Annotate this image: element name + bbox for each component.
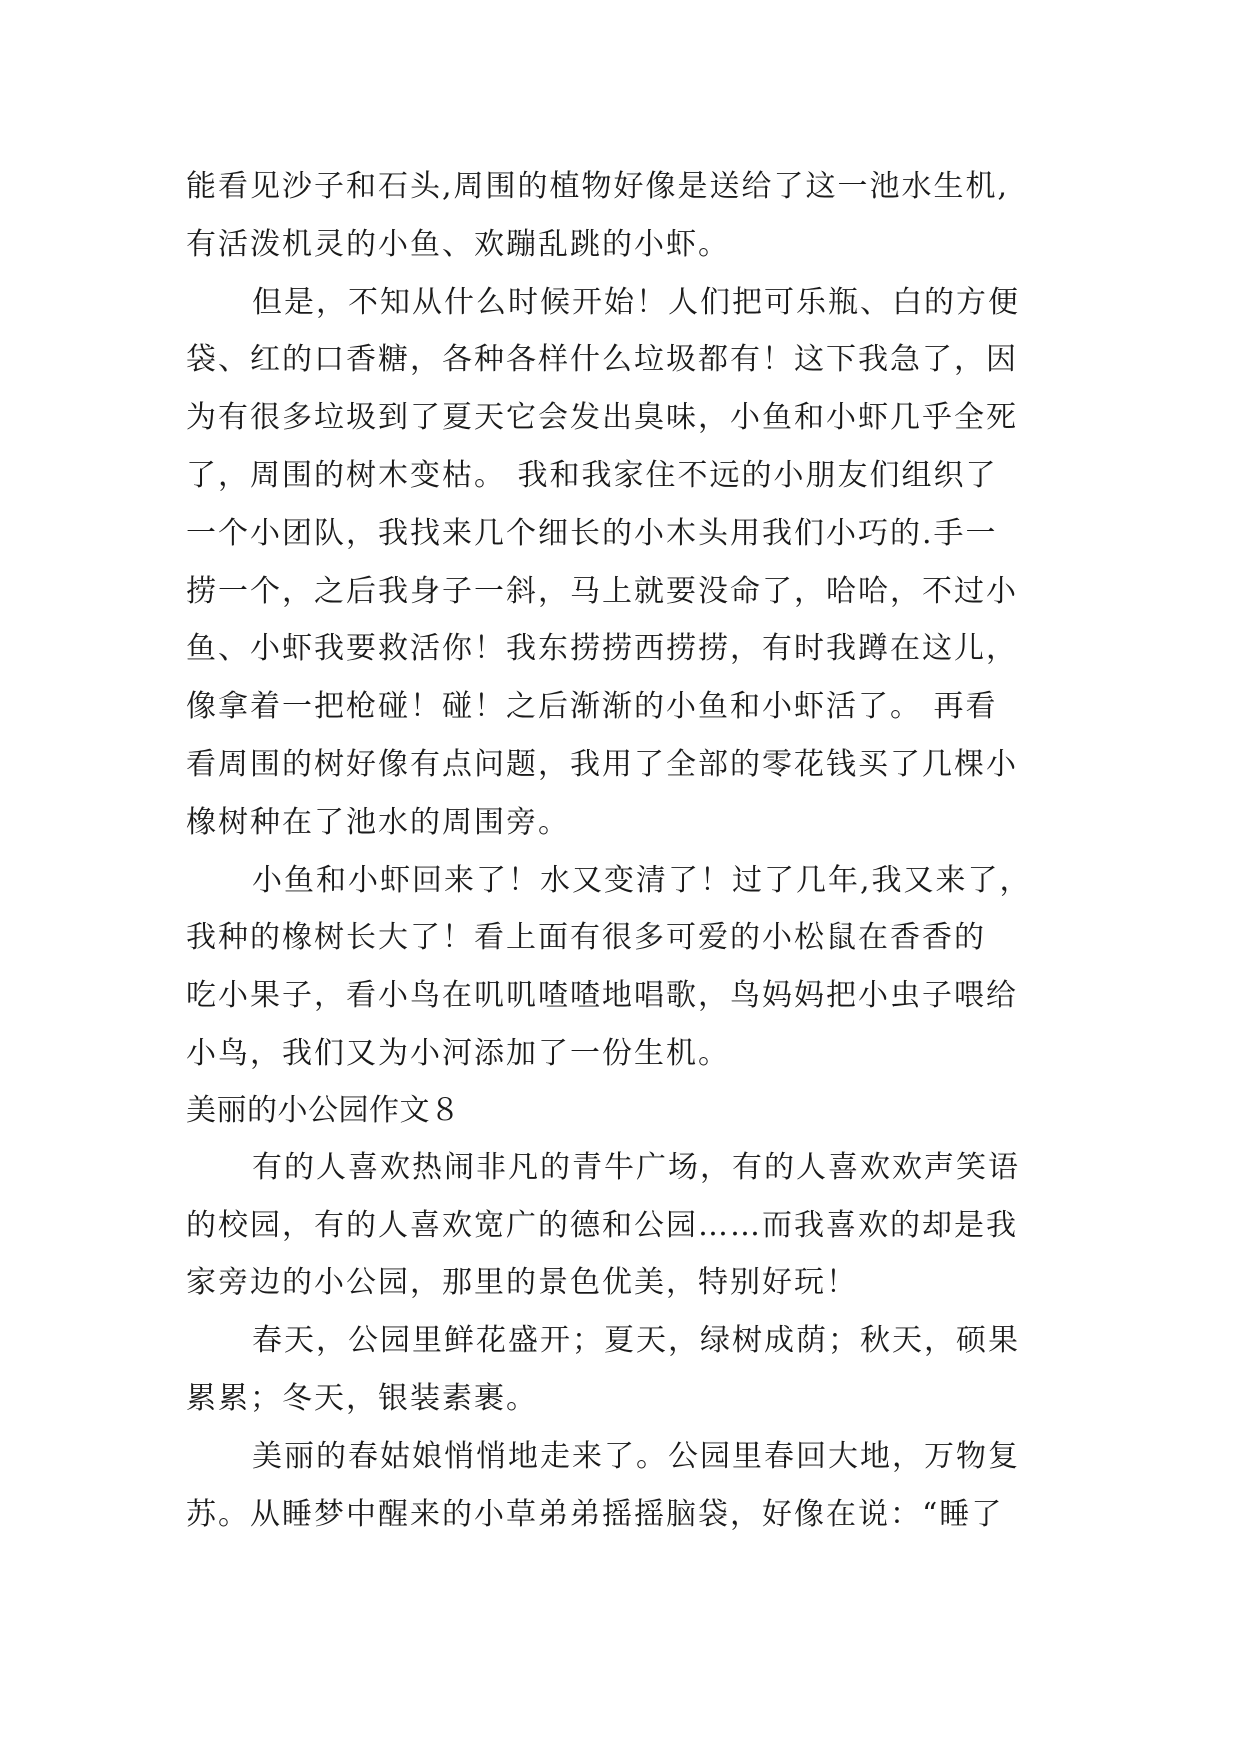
text-line: 了，周围的树木变枯。 我和我家住不远的小朋友们组织了 xyxy=(186,457,998,493)
text-line: 有活泼机灵的小鱼、欢蹦乱跳的小虾。 xyxy=(186,226,730,262)
paragraph-start-line: 但是，不知从什么时候开始！人们把可乐瓶、白的方便 xyxy=(252,284,1020,320)
text-line: 苏。从睡梦中醒来的小草弟弟摇摇脑袋，好像在说：“睡了 xyxy=(186,1496,1004,1532)
text-line: 捞一个，之后我身子一斜，马上就要没命了，哈哈，不过小 xyxy=(186,573,1018,609)
text-line: 家旁边的小公园，那里的景色优美，特别好玩！ xyxy=(186,1265,858,1301)
paragraph-start-line: 有的人喜欢热闹非凡的青牛广场，有的人喜欢欢声笑语 xyxy=(252,1149,1020,1185)
document-body xyxy=(186,158,1086,1543)
text-line: 能看见沙子和石头,周围的植物好像是送给了这一池水生机, xyxy=(186,169,1010,204)
text-line: 我种的橡树长大了！看上面有很多可爱的小松鼠在香香的 xyxy=(186,920,986,956)
text-line: 袋、红的口香糖，各种各样什么垃圾都有！这下我急了，因 xyxy=(186,342,1018,378)
text-line: 一个小团队，我找来几个细长的小木头用我们小巧的.手一 xyxy=(186,515,998,551)
section-heading: 美丽的小公园作文８ xyxy=(186,1092,461,1128)
paragraph-start-line: 春天，公园里鲜花盛开；夏天，绿树成荫；秋天，硕果 xyxy=(252,1323,1020,1359)
paragraph-start-line: 美丽的春姑娘悄悄地走来了。公园里春回大地，万物复 xyxy=(252,1438,1020,1474)
text-line: 小鸟，我们又为小河添加了一份生机。 xyxy=(186,1035,730,1071)
text-line: 橡树种在了池水的周围旁。 xyxy=(186,804,570,840)
text-line: 看周围的树好像有点问题，我用了全部的零花钱买了几棵小 xyxy=(186,746,1018,782)
text-line: 吃小果子，看小鸟在叽叽喳喳地唱歌，鸟妈妈把小虫子喂给 xyxy=(186,978,1018,1014)
text-line: 鱼、小虾我要救活你！我东捞捞西捞捞，有时我蹲在这儿， xyxy=(186,631,1018,667)
text-line: 累累；冬天，银装素裹。 xyxy=(186,1380,538,1416)
text-line: 像拿着一把枪碰！碰！之后渐渐的小鱼和小虾活了。 再看 xyxy=(186,689,998,725)
text-line: 为有很多垃圾到了夏天它会发出臭味，小鱼和小虾几乎全死 xyxy=(186,400,1018,436)
text-line: 的校园，有的人喜欢宽广的德和公园……而我喜欢的却是我 xyxy=(186,1207,1018,1243)
paragraph-start-line: 小鱼和小虾回来了！水又变清了！过了几年,我又来了， xyxy=(252,862,1032,898)
